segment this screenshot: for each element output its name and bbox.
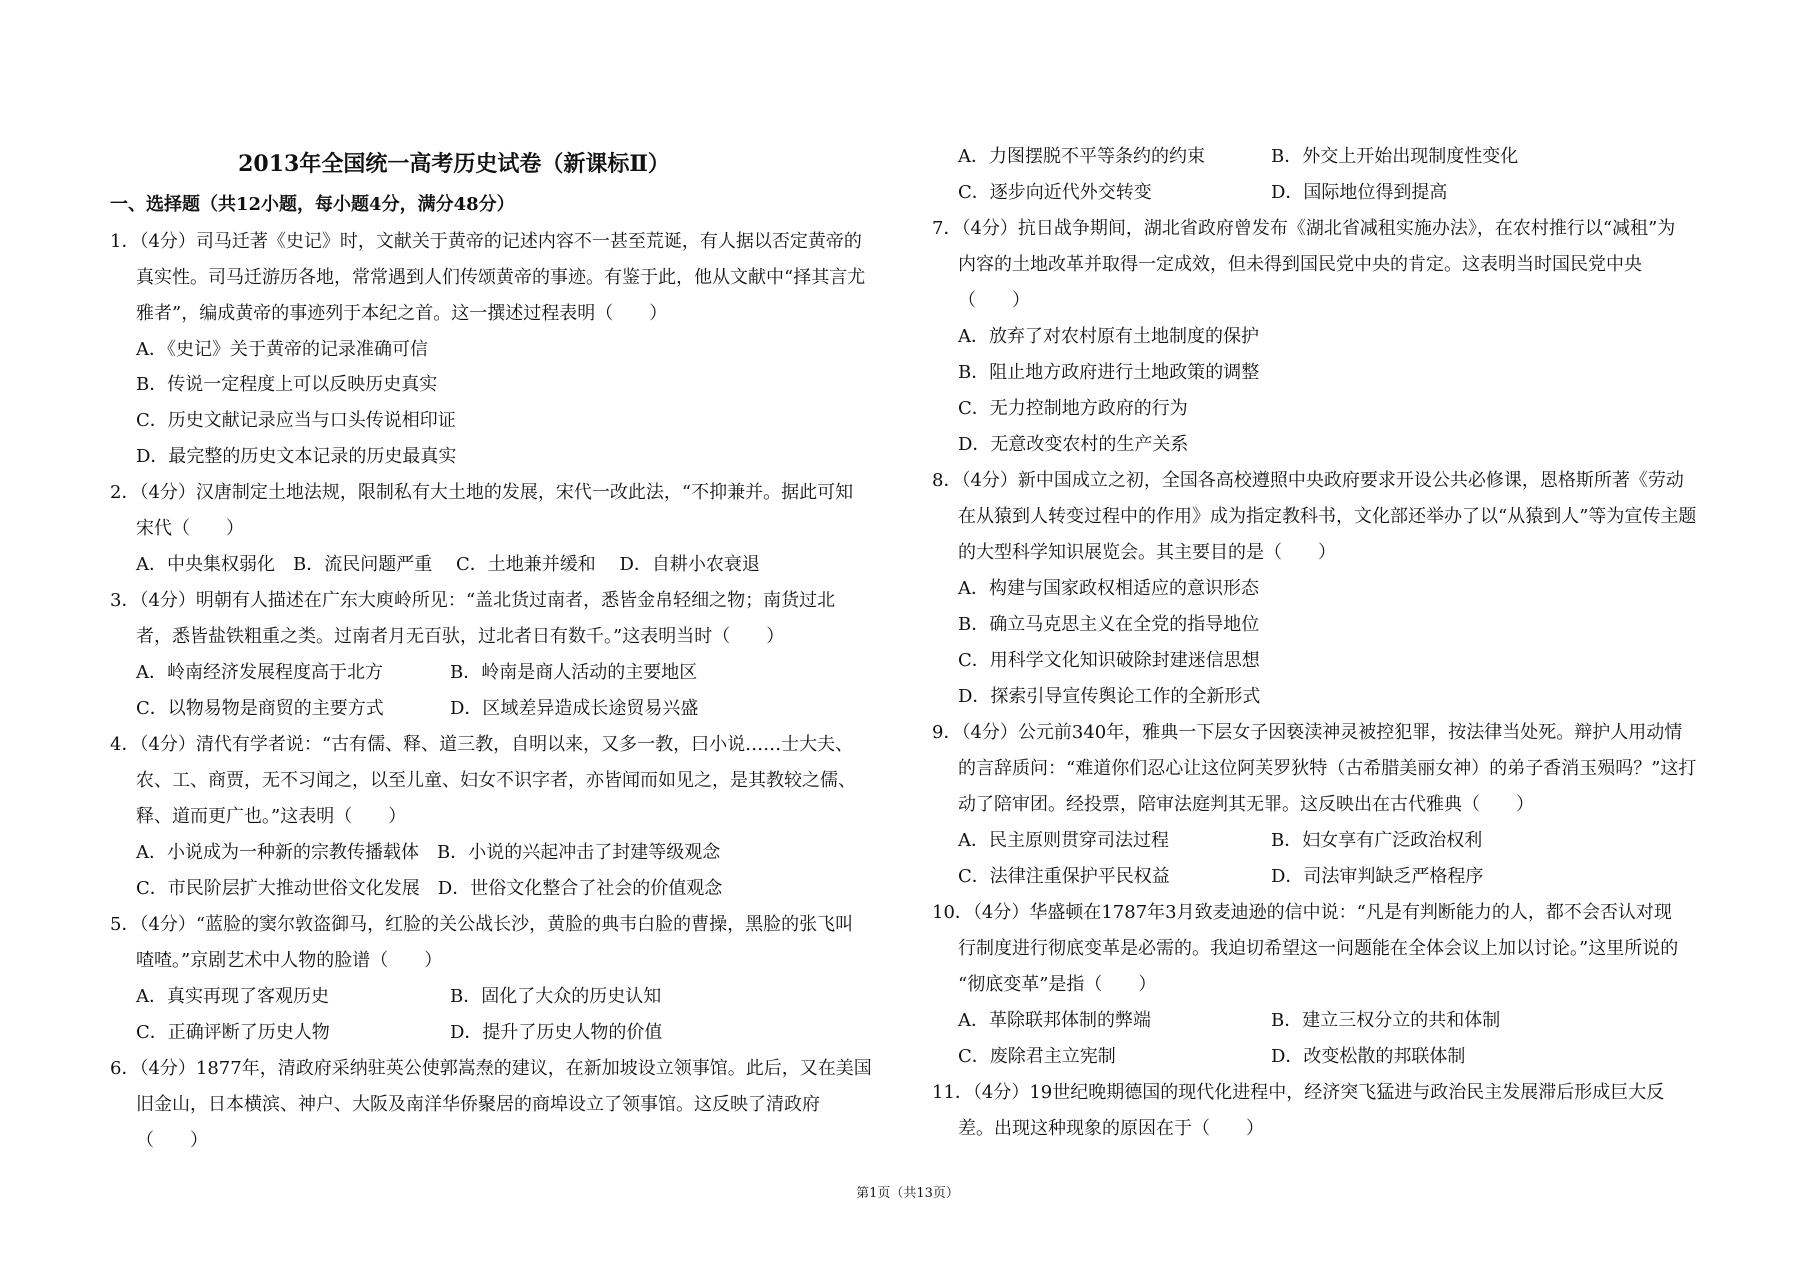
question-line: B．传说一定程度上可以反映历史真实 bbox=[136, 374, 438, 395]
question-line: A．《史记》关于黄帝的记录准确可信 bbox=[136, 339, 428, 360]
question-line: 在从猿到人转变过程中的作用》成为指定教科书，文化部还举办了以“从猿到人”等为宣传主题 bbox=[958, 506, 1697, 527]
question-line: 3．（4分）明朝有人描述在广东大庾岭所见：“盖北货过南者，悉皆金帛轻细之物；南货过北 bbox=[110, 590, 836, 611]
answer-option: C．逐步向近代外交转变 bbox=[958, 182, 1152, 203]
question-line: 11．（4分）19世纪晚期德国的现代化进程中，经济突飞猛进与政治民主发展滞后形成巨大反 bbox=[932, 1082, 1665, 1103]
question-line: A．构建与国家政权相适应的意识形态 bbox=[958, 578, 1259, 599]
question-line: （ ） bbox=[136, 1130, 208, 1151]
answer-option: B．妇女享有广泛政治权利 bbox=[1271, 830, 1483, 851]
answer-option: D．司法审判缺乏严格程序 bbox=[1271, 866, 1484, 887]
question-line: 动了陪审团。经投票，陪审法庭判其无罪。这反映出在古代雅典（ ） bbox=[958, 794, 1534, 815]
question-line: D．探索引导宣传舆论工作的全新形式 bbox=[958, 686, 1261, 707]
question-line: 4．（4分）清代有学者说：“古有儒、释、道三教，自明以来，又多一教，曰小说……士大夫、 bbox=[110, 734, 854, 755]
question-line: A．中央集权弱化 B．流民问题严重 C．土地兼并缓和 D．自耕小农衰退 bbox=[136, 554, 760, 575]
question-line: 旧金山，日本横滨、神户、大阪及南洋华侨聚居的商埠设立了领事馆。这反映了清政府 bbox=[136, 1094, 820, 1115]
answer-option: C．法律注重保护平民权益 bbox=[958, 866, 1170, 887]
answer-option: B．外交上开始出现制度性变化 bbox=[1271, 146, 1519, 167]
question-line: A．放弃了对农村原有土地制度的保护 bbox=[958, 326, 1259, 347]
exam-title: 2013年全国统一高考历史试卷（新课标Ⅱ） bbox=[238, 151, 670, 177]
question-line: C．用科学文化知识破除封建迷信思想 bbox=[958, 650, 1260, 671]
question-line: 10．（4分）华盛顿在1787年3月致麦迪逊的信中说：“凡是有判断能力的人，都不会否认对现 bbox=[932, 902, 1672, 923]
answer-option: D．区域差异造成长途贸易兴盛 bbox=[450, 698, 699, 719]
answer-option: C．废除君主立宪制 bbox=[958, 1046, 1116, 1067]
answer-option: B．固化了大众的历史认知 bbox=[450, 986, 662, 1007]
question-line: C．无力控制地方政府的行为 bbox=[958, 398, 1188, 419]
answer-option: A．岭南经济发展程度高于北方 bbox=[136, 662, 383, 683]
question-line: 的言辞质问：“难道你们忍心让这位阿芙罗狄特（古希腊美丽女神）的弟子香消玉殒吗？”这打 bbox=[958, 758, 1697, 779]
question-line: B．阻止地方政府进行土地政策的调整 bbox=[958, 362, 1260, 383]
question-line: 者，悉皆盐铁粗重之类。过南者月无百驮，过北者日有数千。”这表明当时（ ） bbox=[136, 626, 785, 647]
section-heading: 一、选择题（共12小题，每小题4分，满分48分） bbox=[110, 194, 515, 215]
answer-option: A．革除联邦体制的弊端 bbox=[958, 1010, 1151, 1031]
question-line: “彻底变革”是指（ ） bbox=[958, 974, 1157, 995]
answer-option: B．建立三权分立的共和体制 bbox=[1271, 1010, 1501, 1031]
question-line: 行制度进行彻底变革是必需的。我迫切希望这一问题能在全体会议上加以讨论。”这里所说的 bbox=[958, 938, 1679, 959]
answer-option: A．民主原则贯穿司法过程 bbox=[958, 830, 1169, 851]
question-line: 释、道而更广也。”这表明（ ） bbox=[136, 806, 407, 827]
question-line: 8．（4分）新中国成立之初，全国各高校遵照中央政府要求开设公共必修课，恩格斯所著《劳动 bbox=[932, 470, 1684, 491]
question-line: 5．（4分）“蓝脸的窦尔敦盗御马，红脸的关公战长沙，黄脸的典韦白脸的曹操，黑脸的张飞叫 bbox=[110, 914, 854, 935]
question-line: 9．（4分）公元前340年，雅典一下层女子因亵渎神灵被控犯罪，按法律当处死。辩护人用动情 bbox=[932, 722, 1683, 743]
question-line: （ ） bbox=[958, 290, 1030, 311]
question-line: 2．（4分）汉唐制定土地法规，限制私有大土地的发展，宋代一改此法，“不抑兼并。据此可知 bbox=[110, 482, 854, 503]
answer-option: A．真实再现了客观历史 bbox=[136, 986, 329, 1007]
page-footer: 第1页（共13页） bbox=[856, 1186, 959, 1201]
question-line: D．无意改变农村的生产关系 bbox=[958, 434, 1189, 455]
question-line: 喳喳。”京剧艺术中人物的脸谱（ ） bbox=[136, 950, 443, 971]
question-line: A．小说成为一种新的宗教传播载体 B．小说的兴起冲击了封建等级观念 bbox=[136, 842, 721, 863]
question-line: 内容的土地改革并取得一定成效，但未得到国民党中央的肯定。这表明当时国民党中央 bbox=[958, 254, 1642, 275]
question-line: 农、工、商贾，无不习闻之，以至儿童、妇女不识字者，亦皆闻而如见之，是其教较之儒、 bbox=[136, 770, 856, 791]
question-line: C．历史文献记录应当与口头传说相印证 bbox=[136, 410, 456, 431]
question-line: 真实性。司马迁游历各地，常常遇到人们传颂黄帝的事迹。有鉴于此，他从文献中“择其言尤 bbox=[136, 267, 866, 288]
question-line: B．确立马克思主义在全党的指导地位 bbox=[958, 614, 1260, 635]
question-line: 宋代（ ） bbox=[136, 518, 244, 539]
answer-option: D．改变松散的邦联体制 bbox=[1271, 1046, 1466, 1067]
answer-option: B．岭南是商人活动的主要地区 bbox=[450, 662, 698, 683]
question-line: 雅者”，编成黄帝的事迹列于本纪之首。这一撰述过程表明（ ） bbox=[136, 303, 668, 324]
question-line: 1．（4分）司马迁著《史记》时，文献关于黄帝的记述内容不一甚至荒诞，有人据以否定黄帝的 bbox=[110, 231, 862, 252]
answer-option: C．以物易物是商贸的主要方式 bbox=[136, 698, 384, 719]
answer-option: C．正确评断了历史人物 bbox=[136, 1022, 330, 1043]
question-line: 的大型科学知识展览会。其主要目的是（ ） bbox=[958, 542, 1336, 563]
question-line: 差。出现这种现象的原因在于（ ） bbox=[958, 1118, 1264, 1139]
question-line: D．最完整的历史文本记录的历史最真实 bbox=[136, 446, 457, 467]
question-line: 6．（4分）1877年，清政府采纳驻英公使郭嵩焘的建议，在新加坡设立领事馆。此后，又在美国 bbox=[110, 1058, 872, 1079]
question-line: C．市民阶层扩大推动世俗文化发展 D．世俗文化整合了社会的价值观念 bbox=[136, 878, 723, 899]
answer-option: D．国际地位得到提高 bbox=[1271, 182, 1448, 203]
answer-option: D．提升了历史人物的价值 bbox=[450, 1022, 663, 1043]
answer-option: A．力图摆脱不平等条约的约束 bbox=[958, 146, 1205, 167]
question-line: 7．（4分）抗日战争期间，湖北省政府曾发布《湖北省减租实施办法》，在农村推行以“减租”为 bbox=[932, 218, 1676, 239]
